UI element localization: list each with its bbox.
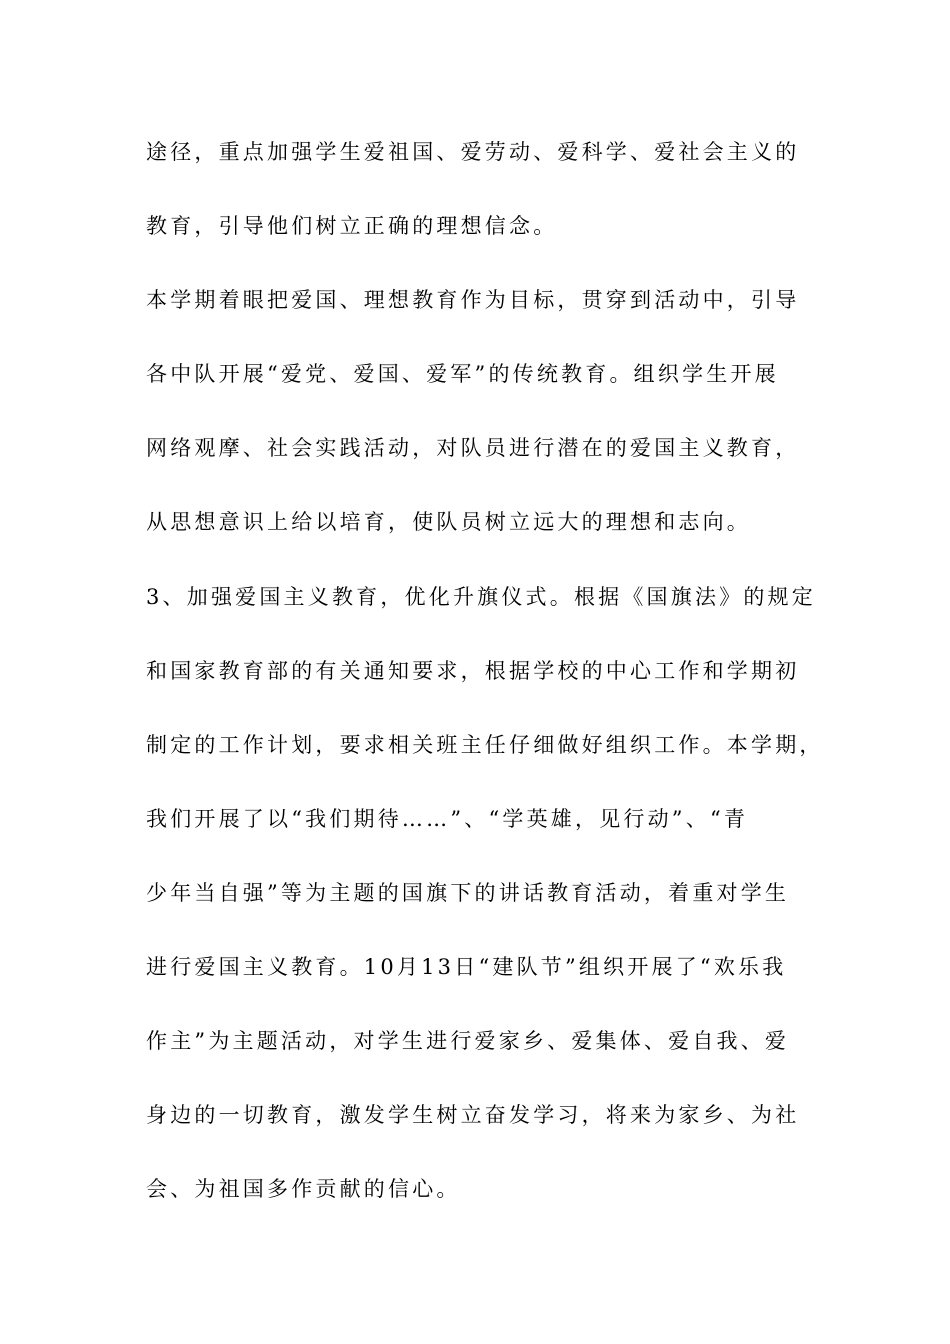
text-line: 和国家教育部的有关通知要求，根据学校的中心工作和学期初 bbox=[146, 659, 800, 683]
text-line: 少年当自强”等为主题的国旗下的讲话教育活动，着重对学生 bbox=[146, 881, 790, 905]
text-line: 网络观摩、社会实践活动，对队员进行潜在的爱国主义教育， bbox=[146, 436, 800, 460]
text-line: 制定的工作计划，要求相关班主任仔细做好组织工作。本学期， bbox=[146, 733, 824, 757]
text-line: 身边的一切教育，激发学生树立奋发学习，将来为家乡、为社 bbox=[146, 1103, 800, 1127]
text-line: 会、为祖国多作贡献的信心。 bbox=[146, 1177, 461, 1201]
text-line: 我们开展了以“我们期待……”、“学英雄，见行动”、“青 bbox=[146, 807, 749, 831]
text-line: 途径，重点加强学生爱祖国、爱劳动、爱科学、爱社会主义的 bbox=[146, 140, 800, 164]
text-line: 作主”为主题活动，对学生进行爱家乡、爱集体、爱自我、爱 bbox=[146, 1029, 790, 1053]
text-line: 3、加强爱国主义教育，优化升旗仪式。根据《国旗法》的规定 bbox=[146, 585, 816, 609]
text-line: 从思想意识上给以培育，使队员树立远大的理想和志向。 bbox=[146, 510, 751, 534]
text-line: 各中队开展“爱党、爱国、爱军”的传统教育。组织学生开展 bbox=[146, 362, 779, 386]
text-line: 本学期着眼把爱国、理想教育作为目标，贯穿到活动中，引导 bbox=[146, 288, 800, 312]
text-line: 进行爱国主义教育。10月13日“建队节”组织开展了“欢乐我 bbox=[146, 955, 787, 979]
text-line: 教育，引导他们树立正确的理想信念。 bbox=[146, 214, 558, 238]
